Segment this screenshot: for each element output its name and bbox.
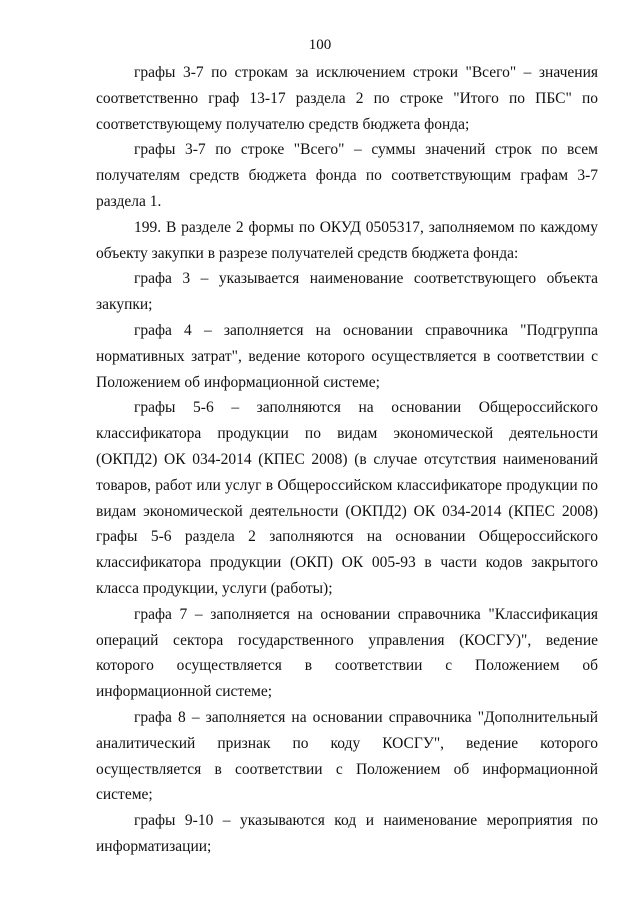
paragraph-item-199: 199. В разделе 2 формы по ОКУД 0505317, заполняемом по каждому объекту закупки в разрезе получателей средств бюджета фонда: bbox=[96, 218, 598, 262]
paragraph-graph-3: графа 3 – указывается наименование соответствующего объекта закупки; bbox=[96, 270, 598, 314]
paragraph-graphs-3-7-total: графы 3-7 по строке "Всего" – суммы значений строк по всем получателям средств бюджета фонда по соответствующим графам 3-7 раздела 1. bbox=[96, 141, 598, 210]
document-body bbox=[96, 60, 598, 860]
paragraph-graph-7: графа 7 – заполняется на основании справочника "Классификация операций сектора государственного управления (КОСГУ)", ведение которого осуществляется в соответствии с Положением об информационной системе; bbox=[96, 605, 598, 701]
paragraph-graphs-9-10: графы 9-10 – указываются код и наименование мероприятия по информатизации; bbox=[96, 812, 598, 855]
page-number: 100 bbox=[308, 37, 332, 53]
paragraph-graphs-3-7-rows: графы 3-7 по строкам за исключением строки "Всего" – значения соответственно граф 13-17 раздела 2 по строке "Итого по ПБС" по соответствующему получателю средств бюджета фонда; bbox=[96, 64, 598, 133]
paragraph-graph-8: графа 8 – заполняется на основании справочника "Дополнительный аналитический признак по коду КОСГУ", ведение которого осуществляется в соответствии с Положением об информационной системе; bbox=[96, 708, 598, 804]
paragraph-graphs-5-6: графы 5-6 – заполняются на основании Общероссийского классификатора продукции по видам экономической деятельности (ОКПД2) ОК 034-2014 (КПЕС 2008) (в случае отсутствия наименований товаров, работ или услуг в Общероссийском классификаторе продукции по видам экономической деятельности (ОКПД2) ОК 034-2014 (КПЕС 2008) графы 5-6 раздела 2 заполняются на основании Общероссийского классификатора продукции (ОКП) ОК 005-93 в части кодов закрытого класса продукции, услуги (работы); bbox=[96, 399, 598, 597]
paragraph-graph-4: графа 4 – заполняется на основании справочника "Подгруппа нормативных затрат", ведение которого осуществляется в соответствии с Положением об информационной системе; bbox=[96, 321, 598, 391]
